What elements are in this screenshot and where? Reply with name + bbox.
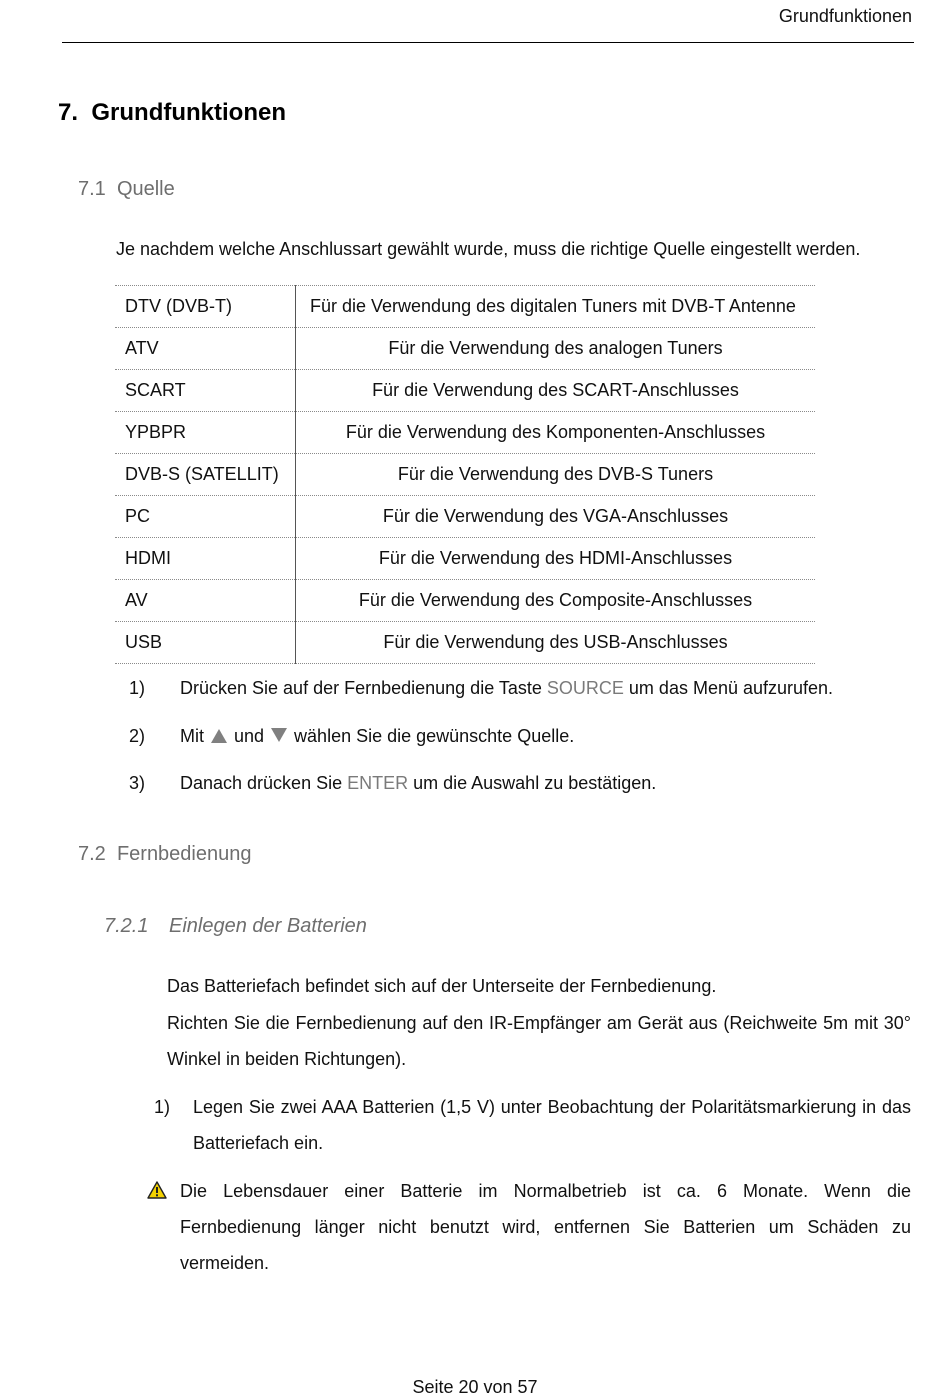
- subsection-number: 7.2.1: [104, 915, 149, 937]
- subsection-title: Einlegen der Batterien: [169, 915, 367, 937]
- table-row: [115, 370, 815, 412]
- step-text-pre: Drücken Sie auf der Fernbedienung die Taste: [180, 678, 547, 698]
- step-number: 1): [129, 678, 146, 698]
- source-description: Für die Verwendung des DVB-S Tuners: [296, 454, 816, 496]
- source-description: Für die Verwendung des analogen Tuners: [296, 328, 816, 370]
- source-name: USB: [115, 622, 296, 664]
- step-text: Batteriefach ein.: [193, 1133, 324, 1153]
- section-number: 7.1: [78, 178, 106, 200]
- table-row: [115, 454, 815, 496]
- step-text-post: um das Menü aufzurufen.: [623, 678, 834, 698]
- paragraph-line: Das Batteriefach befindet sich auf der Unterseite der Fernbedienung.: [167, 976, 717, 996]
- source-description: Für die Verwendung des Composite-Anschlusses: [296, 580, 816, 622]
- chapter-heading: [58, 99, 286, 127]
- warning-line: vermeiden.: [180, 1253, 270, 1273]
- step-text-pre: Mit: [180, 726, 209, 746]
- table-row: [115, 496, 815, 538]
- source-key-label: SOURCE: [546, 678, 624, 698]
- warning-line: Die Lebensdauer einer Batterie im Normalbetrieb ist ca. 6 Monate. Wenn die: [180, 1181, 911, 1201]
- source-description: Für die Verwendung des USB-Anschlusses: [296, 622, 816, 664]
- source-description: Für die Verwendung des digitalen Tuners mit DVB-T Antenne: [296, 286, 816, 328]
- source-name: ATV: [115, 328, 296, 370]
- step-text-mid: und: [229, 726, 270, 746]
- section-title: Fernbedienung: [116, 843, 252, 865]
- source-name: YPBPR: [115, 412, 296, 454]
- source-name: DTV (DVB-T): [115, 286, 296, 328]
- header-rule: [62, 42, 914, 43]
- table-row: [115, 538, 815, 580]
- page-number: Seite 20 von 57: [412, 1377, 538, 1397]
- source-name: SCART: [115, 370, 296, 412]
- step-text-post: wählen Sie die gewünschte Quelle.: [289, 726, 575, 746]
- section-intro: Je nachdem welche Anschlussart gewählt wurde, muss die richtige Quelle eingestellt werden.: [116, 239, 861, 259]
- table-row: [115, 580, 815, 622]
- source-description: Für die Verwendung des SCART-Anschlusses: [296, 370, 816, 412]
- running-header: Grundfunktionen: [778, 6, 912, 26]
- section-title: Quelle: [116, 178, 175, 200]
- section-number: 7.2: [78, 843, 106, 865]
- step-text: [180, 773, 656, 794]
- step-text: Legen Sie zwei AAA Batterien (1,5 V) unter Beobachtung der Polaritätsmarkierung in das: [193, 1097, 911, 1117]
- step-text: [180, 678, 833, 699]
- step-number: 1): [154, 1097, 171, 1117]
- paragraph-line: Winkel in beiden Richtungen).: [167, 1049, 407, 1069]
- chapter-title: Grundfunktionen: [91, 99, 286, 126]
- step-text-pre: Danach drücken Sie: [180, 773, 348, 793]
- step-number: 2): [129, 726, 146, 746]
- step-text: [180, 726, 574, 747]
- table-row: [115, 286, 815, 328]
- table-row: [115, 622, 815, 664]
- step-text-post: um die Auswahl zu bestätigen.: [408, 773, 657, 793]
- paragraph-line: Richten Sie die Fernbedienung auf den IR-Empfänger am Gerät aus (Reichweite 5m mit 30°: [167, 1013, 911, 1033]
- table-row: [115, 412, 815, 454]
- source-name: DVB-S (SATELLIT): [115, 454, 296, 496]
- section-heading-7-2: [78, 843, 252, 866]
- source-name: AV: [115, 580, 296, 622]
- enter-key-label: ENTER: [347, 773, 409, 793]
- warning-line: Fernbedienung länger nicht benutzt wird, entfernen Sie Batterien um Schäden zu: [180, 1217, 911, 1237]
- table-row: [115, 328, 815, 370]
- source-name: PC: [115, 496, 296, 538]
- source-table: [115, 285, 815, 664]
- source-description: Für die Verwendung des Komponenten-Anschlusses: [296, 412, 816, 454]
- arrow-down-icon: [271, 728, 287, 742]
- source-name: HDMI: [115, 538, 296, 580]
- step-number: 3): [129, 773, 146, 793]
- section-heading-7-1: [78, 178, 175, 201]
- warning-icon: [147, 1181, 167, 1199]
- chapter-number: 7.: [58, 99, 79, 126]
- source-description: Für die Verwendung des VGA-Anschlusses: [296, 496, 816, 538]
- source-description: Für die Verwendung des HDMI-Anschlusses: [296, 538, 816, 580]
- arrow-up-icon: [211, 729, 227, 743]
